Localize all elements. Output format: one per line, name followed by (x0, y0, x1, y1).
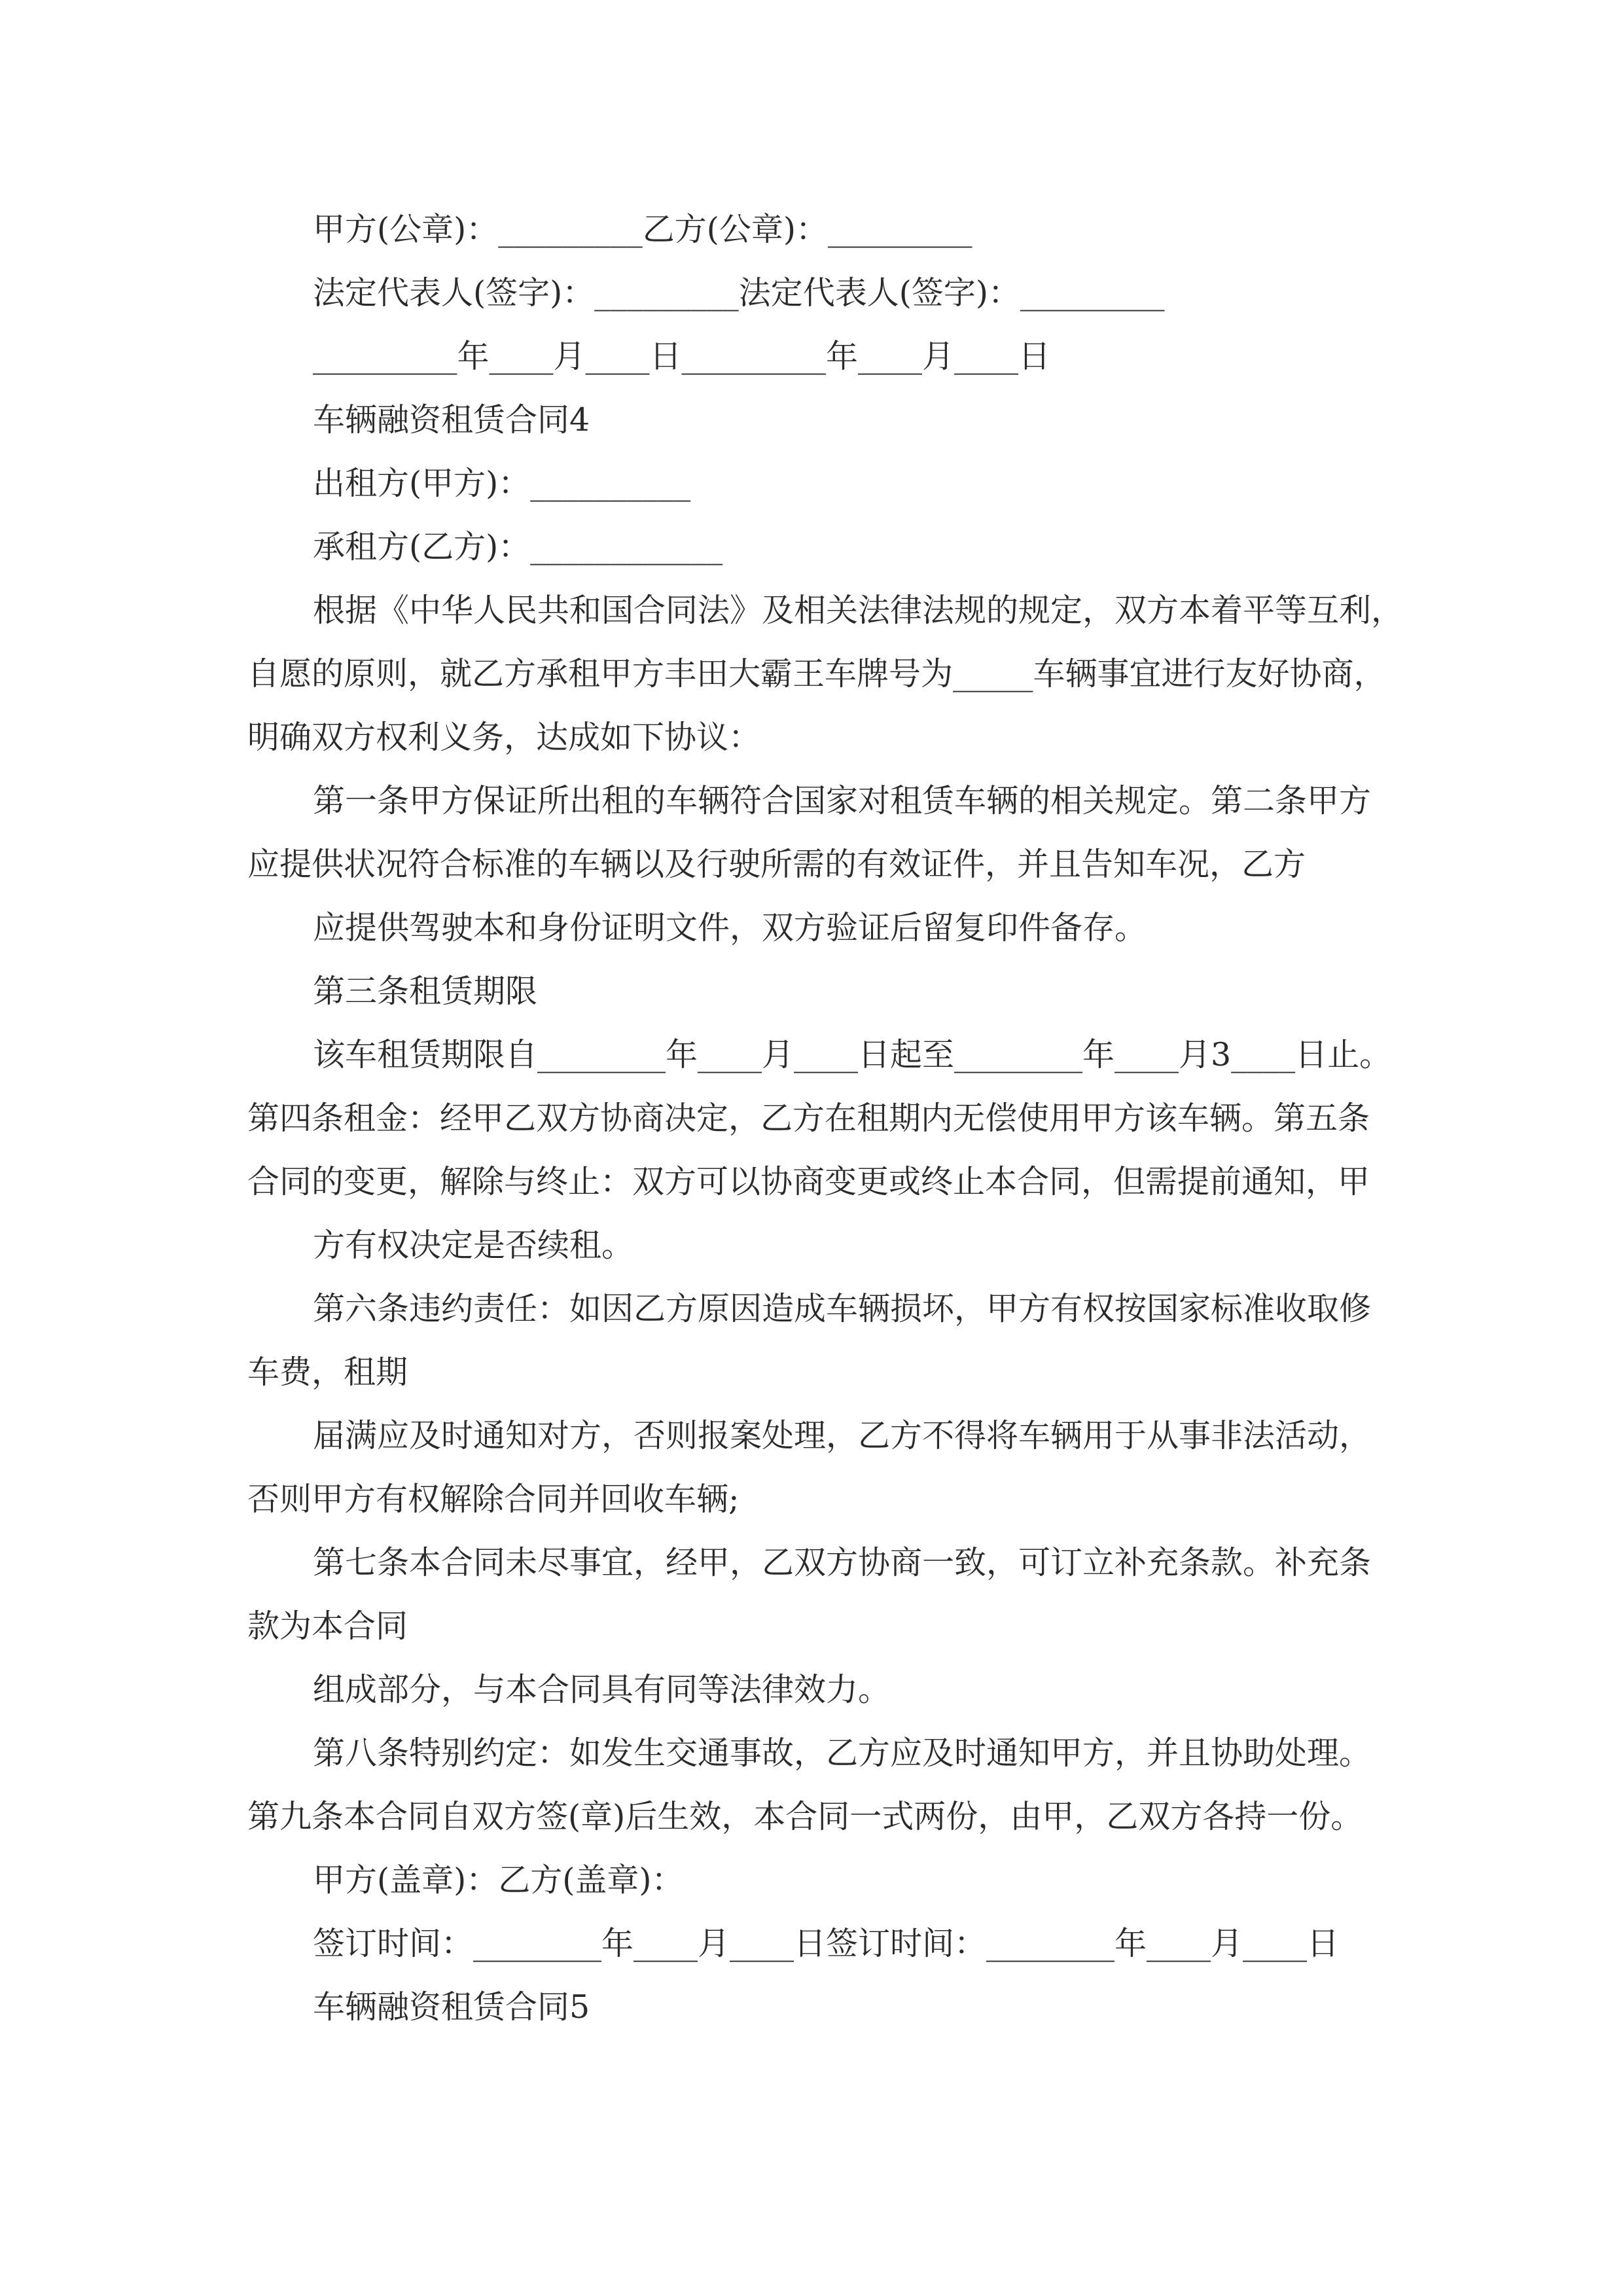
text-line-stamp: 甲方(盖章)：乙方(盖章)： (313, 1861, 684, 1899)
clause-line-lease-period: 该车租赁期限自________年____月____日起至________年____月3____日止。 (313, 1036, 1392, 1073)
text-line-date-blanks: _________年____月____日_________年____月____日 (313, 338, 1050, 375)
clause-line: 应提供驾驶本和身份证明文件，双方验证后留复印件备存。 (313, 909, 1147, 946)
text-line-lessee: 承租方(乙方)：____________ (313, 528, 723, 565)
clause-line-effective: 第九条本合同自双方签(章)后生效，本合同一式两份，由甲，乙双方各持一份。 (247, 1798, 1363, 1835)
clause-line: 方有权决定是否续租。 (313, 1227, 634, 1264)
clause-line: 第四条租金：经甲乙双方协商决定，乙方在租期内无偿使用甲方该车辆。第五条 (247, 1100, 1370, 1137)
text-line-lessor: 出租方(甲方)：__________ (313, 465, 691, 502)
clause-line-special: 第八条特别约定：如发生交通事故，乙方应及时通知甲方，并且协助处理。 (313, 1734, 1372, 1772)
clause-line: 组成部分，与本合同具有同等法律效力。 (313, 1671, 891, 1708)
section-heading-contract-4: 车辆融资租赁合同4 (313, 401, 590, 439)
section-heading-contract-5: 车辆融资租赁合同5 (313, 1988, 590, 2026)
paragraph-preamble-line: 自愿的原则，就乙方承租甲方丰田大霸王车牌号为_____车辆事宜进行友好协商， (247, 655, 1386, 692)
text-line-signing-time: 签订时间：________年____月____日签订时间：________年____月____日 (313, 1925, 1340, 1962)
text-line-party-seal: 甲方(公章)：_________乙方(公章)：_________ (313, 211, 972, 248)
clause-line: 车费，租期 (247, 1354, 408, 1391)
clause-line: 合同的变更，解除与终止：双方可以协商变更或终止本合同，但需提前通知，甲 (247, 1163, 1370, 1200)
clause-line: 第一条甲方保证所出租的车辆符合国家对租赁车辆的相关规定。第二条甲方 (313, 782, 1372, 819)
clause-line: 应提供状况符合标准的车辆以及行驶所需的有效证件，并且告知车况，乙方 (247, 846, 1306, 883)
clause-line: 款为本合同 (247, 1607, 408, 1645)
paragraph-preamble-line: 明确双方权利义务，达成如下协议： (247, 719, 761, 756)
text-line-legal-representative: 法定代表人(签字)：_________法定代表人(签字)：_________ (313, 274, 1165, 312)
clause-line: 否则甲方有权解除合同并回收车辆; (247, 1480, 740, 1518)
clause-heading-lease-term: 第三条租赁期限 (313, 973, 538, 1010)
paragraph-preamble-line: 根据《中华人民共和国合同法》及相关法律法规的规定，双方本着平等互利， (313, 592, 1404, 629)
clause-line: 届满应及时通知对方，否则报案处理，乙方不得将车辆用于从事非法活动， (313, 1417, 1372, 1454)
clause-line-supplement: 第七条本合同未尽事宜，经甲，乙双方协商一致，可订立补充条款。补充条 (313, 1544, 1372, 1581)
clause-line-breach: 第六条违约责任：如因乙方原因造成车辆损坏，甲方有权按国家标准收取修 (313, 1290, 1372, 1327)
